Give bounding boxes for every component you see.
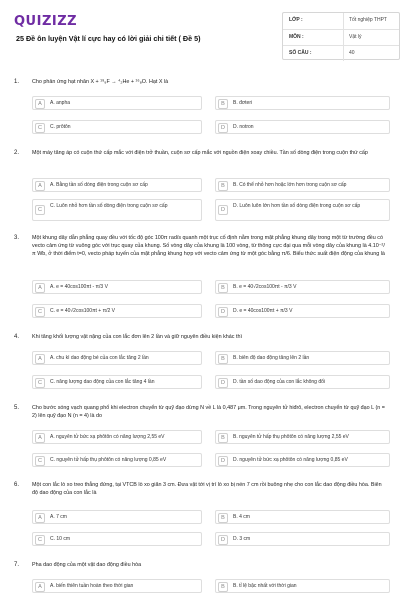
option-text: C. năng lượng dao động của con lắc tăng 4 lần [50, 379, 155, 385]
option-text: C. nguyên tử hấp thụ phôtôn có năng lượng 0,85 eV [50, 457, 167, 463]
option-text: D. 3 cm [233, 536, 251, 542]
meta-row-subject [283, 29, 399, 45]
option-text: C. prôtôn [50, 124, 71, 130]
option-letter: A [35, 283, 45, 293]
option-letter: C [35, 205, 45, 215]
meta-value: Tốt nghiệp THPT [349, 17, 387, 23]
option-letter: D [218, 378, 228, 388]
answer-option-d[interactable] [215, 120, 390, 134]
option-letter: D [218, 456, 228, 466]
answer-option-d[interactable] [215, 199, 390, 221]
option-text: A. nguyên tử bức xạ phôtôn có năng lượng 2,55 eV [50, 434, 165, 440]
option-letter: C [35, 378, 45, 388]
option-letter: D [218, 205, 228, 215]
option-letter: A [35, 433, 45, 443]
option-letter: A [35, 354, 45, 364]
option-letter: A [35, 181, 45, 191]
answer-option-a[interactable] [32, 351, 202, 365]
answer-option-c[interactable] [32, 304, 202, 318]
answer-option-d[interactable] [215, 304, 390, 318]
option-letter: B [218, 99, 228, 109]
answer-option-d[interactable] [215, 375, 390, 389]
quizizz-logo: QUIZIZZ [14, 14, 78, 29]
meta-label: LỚP : [289, 17, 303, 23]
answer-option-a[interactable] [32, 280, 202, 294]
option-text: B. tỉ lệ bậc nhất với thời gian [233, 583, 297, 589]
question-text: Khi tăng khối lượng vật nặng của con lắc đơn lên 2 lần và giữ nguyên điều kiện khác thì [32, 334, 242, 340]
option-letter: B [218, 354, 228, 364]
answer-option-b[interactable] [215, 430, 390, 444]
question-number: 7. [14, 562, 20, 568]
option-letter: C [35, 456, 45, 466]
answer-option-c[interactable] [32, 453, 202, 467]
option-text: B. biên độ dao động tăng lên 2 lần [233, 355, 310, 361]
question-text: Cho phản ứng hạt nhân X + ¹⁹₉F → ⁴₂He + ¹⁶₈O. Hạt X là [32, 79, 169, 85]
answer-option-a[interactable] [32, 430, 202, 444]
answer-option-b[interactable] [215, 510, 390, 524]
answer-option-c[interactable] [32, 120, 202, 134]
option-text: B. e = 40√2cos100πt - π/3 V [233, 284, 297, 290]
option-letter: B [218, 283, 228, 293]
option-text: A. biến thiên tuần hoàn theo thời gian [50, 583, 134, 589]
option-letter: D [218, 123, 228, 133]
option-text: B. đơteri [233, 100, 253, 106]
option-letter: A [35, 99, 45, 109]
answer-option-b[interactable] [215, 178, 390, 192]
option-text: D. nguyên tử bức xạ phôtôn có năng lượng 0,85 eV [233, 457, 348, 463]
answer-option-b[interactable] [215, 351, 390, 365]
option-letter: C [35, 123, 45, 133]
answer-option-d[interactable] [215, 453, 390, 467]
option-letter: D [218, 535, 228, 545]
meta-label: SỐ CÂU : [289, 50, 312, 56]
question-number: 2. [14, 150, 20, 156]
option-letter: B [218, 582, 228, 592]
option-letter: A [35, 582, 45, 592]
answer-option-a[interactable] [32, 579, 202, 593]
option-text: C. e = 40√2cos100πt + π/2 V [50, 308, 115, 314]
answer-option-c[interactable] [32, 532, 202, 546]
question-text: Một máy tăng áp có cuộn thứ cấp mắc với điện trở thuần, cuộn sơ cấp mắc với nguồn điện xoay chiều. Tần số dòng điện trong cuộn thứ cấp [32, 150, 368, 156]
page-title: 25 Đề ôn luyện Vật lí cực hay có lời giải chi tiết ( Đề 5) [16, 34, 201, 43]
option-text: A. 7 cm [50, 514, 67, 520]
answer-option-c[interactable] [32, 199, 202, 221]
question-number: 4. [14, 334, 20, 340]
answer-option-d[interactable] [215, 532, 390, 546]
answer-option-a[interactable] [32, 96, 202, 110]
option-text: A. anpha [50, 100, 71, 106]
option-text: A. chu kì dao động bé của con lắc tăng 2 lần [50, 355, 149, 361]
option-text: C. Luôn nhỏ hơn tần số dòng điện trong cuộn sơ cấp [50, 203, 168, 209]
answer-option-c[interactable] [32, 375, 202, 389]
answer-option-b[interactable] [215, 280, 390, 294]
option-text: D. Luôn luôn lớn hơn tần số dòng điện trong cuộn sơ cấp [233, 203, 361, 209]
option-letter: B [218, 181, 228, 191]
option-text: C. 10 cm [50, 536, 71, 542]
option-text: D. tần số dao động của con lắc không đổi [233, 379, 326, 385]
option-letter: A [35, 513, 45, 523]
question-number: 1. [14, 79, 20, 85]
option-text: B. 4 cm [233, 514, 250, 520]
option-letter: C [35, 535, 45, 545]
option-text: D. notron [233, 124, 254, 130]
question-number: 5. [14, 405, 20, 411]
answer-option-a[interactable] [32, 510, 202, 524]
question-text: Một khung dây dẫn phẳng quay đều với tốc độ góc 100π rad/s quanh một trục cố định nằm trong mặt phẳng khung dây trong một từ trường đều có vecto cảm ứng từ vuông góc với trục quay của khung. Số vòng dây của khung là 100 vòng, từ thông cực đại qua mỗi vòng dây của khung là 4.10⁻²/π Wb, ở thời điểm t=0, vecto pháp tuyến của mặt phẳng khung hợp với vecto cảm ứng từ một góc bằng π/6. Biểu thức suất điện động của khung là [32, 235, 385, 257]
option-text: D. e = 40cos100πt + π/3 V [233, 308, 293, 314]
worksheet-header [10, 10, 390, 62]
option-text: A. e = 40cos100πt - π/3 V [50, 284, 108, 290]
meta-value: Vật lý [349, 34, 362, 40]
option-text: B. Có thể nhỏ hơn hoặc lớn hơn trong cuộn sơ cấp [233, 182, 347, 188]
option-text: A. Bằng tần số dòng điện trong cuộn sơ cấp [50, 182, 148, 188]
question-text: Một con lắc lò xo treo thẳng đứng, tại VTCB lò xo giãn 3 cm. Đưa vật tới vị trí lò xo bị nén 7 cm rồi buông nhẹ cho con lắc dao động điều hòa. Biên độ dao động của con lắc là [32, 482, 382, 496]
question-number: 3. [14, 235, 20, 241]
meta-value: 40 [349, 50, 355, 56]
option-letter: C [35, 307, 45, 317]
answer-option-b[interactable] [215, 579, 390, 593]
question-text: Cho bước sóng vạch quang phổ khi electron chuyển từ quỹ đạo dừng N về L là 0,487 μm. Trong nguyên tử hiđrô, electron chuyển từ quỹ đạo L (n = 2) lên quỹ đạo N (n = 4) là do [32, 405, 385, 419]
option-letter: D [218, 307, 228, 317]
option-text: B. nguyên tử hấp thụ phôtôn có năng lượng 2,55 eV [233, 434, 349, 440]
meta-info-box [282, 12, 400, 60]
answer-option-a[interactable] [32, 178, 202, 192]
question-text: Pha dao động của một vật dao động điều hòa [32, 562, 142, 568]
question-number: 6. [14, 482, 20, 488]
meta-label: MÔN : [289, 34, 304, 40]
meta-row-class [283, 13, 399, 29]
option-letter: B [218, 433, 228, 443]
meta-row-count [283, 45, 399, 61]
answer-option-b[interactable] [215, 96, 390, 110]
option-letter: B [218, 513, 228, 523]
